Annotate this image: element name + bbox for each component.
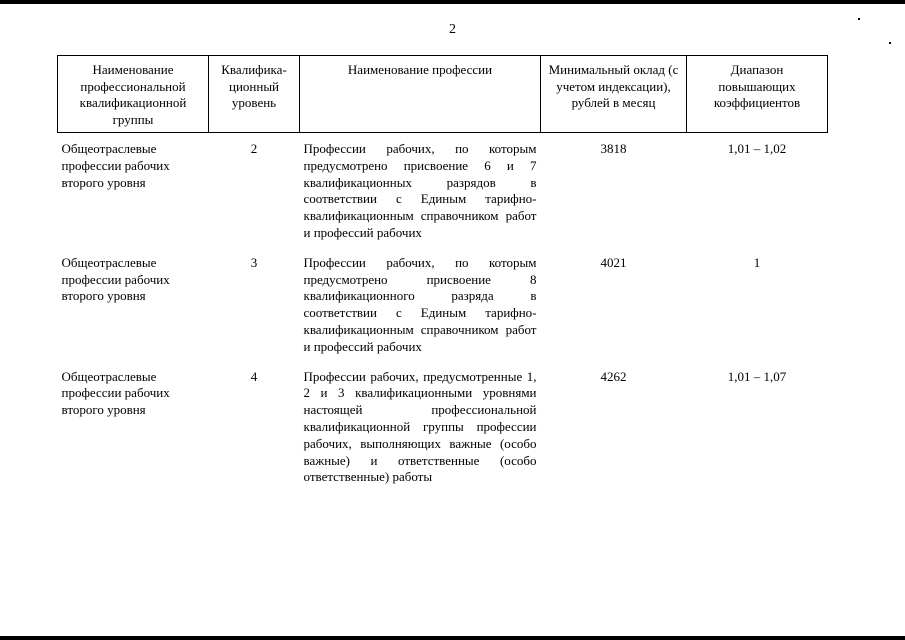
- table-row: [58, 364, 828, 495]
- top-border-rule: [0, 0, 905, 4]
- cell-level: 4: [250, 368, 258, 384]
- header-group: Наименование профессиональной квалификационной группы: [58, 56, 209, 133]
- cell-coefficients: 1: [753, 254, 761, 270]
- header-salary: Минимальный оклад (с учетом индексации), рублей в месяц: [541, 56, 687, 133]
- header-coefficients: Диапазон повышающих коэффициентов: [687, 56, 828, 133]
- cell-coefficients: 1,01 – 1,02: [727, 141, 787, 156]
- header-profession: Наименование профессии: [300, 56, 541, 133]
- cell-group: Общеотраслевые профессии рабочих второго уровня: [61, 141, 170, 190]
- cell-salary: 3818: [600, 141, 627, 156]
- bottom-border-rule: [0, 636, 905, 640]
- salary-table: [57, 55, 828, 494]
- cell-level: 3: [250, 254, 258, 270]
- cell-profession: Профессии рабочих, предусмотренные 1, 2 и 3 квалификационными уровнями настоящей профессиональной квалификационной группы профессии рабочих, выполняющих важные (особо важные) и ответственные (особо ответственные) работы: [303, 368, 537, 485]
- cell-salary: 4262: [600, 368, 627, 384]
- table-row: [58, 250, 828, 364]
- cell-group: Общеотраслевые профессии рабочих второго уровня: [61, 254, 170, 304]
- cell-salary: 4021: [600, 254, 627, 270]
- cell-profession: Профессии рабочих, по которым предусмотрено присвоение 6 и 7 квалификационных разрядов в соответствии с Единым тарифно-квалификационным справочником работ и профессий рабочих: [303, 141, 537, 240]
- table-row: [58, 133, 828, 250]
- cell-profession: Профессии рабочих, по которым предусмотрено присвоение 8 квалификационного разряда в соответствии с Единым тарифно-квалификационным справочником работ и профессий рабочих: [303, 254, 537, 354]
- cell-group: Общеотраслевые профессии рабочих второго уровня: [61, 368, 170, 418]
- page-number: 2: [449, 22, 456, 37]
- scan-speck: [858, 18, 860, 20]
- scan-speck: [889, 42, 891, 44]
- table-header-row: [58, 56, 828, 133]
- cell-level: 2: [250, 141, 258, 156]
- header-level: Квалифика-ционный уровень: [209, 56, 300, 133]
- cell-coefficients: 1,01 – 1,07: [727, 368, 787, 384]
